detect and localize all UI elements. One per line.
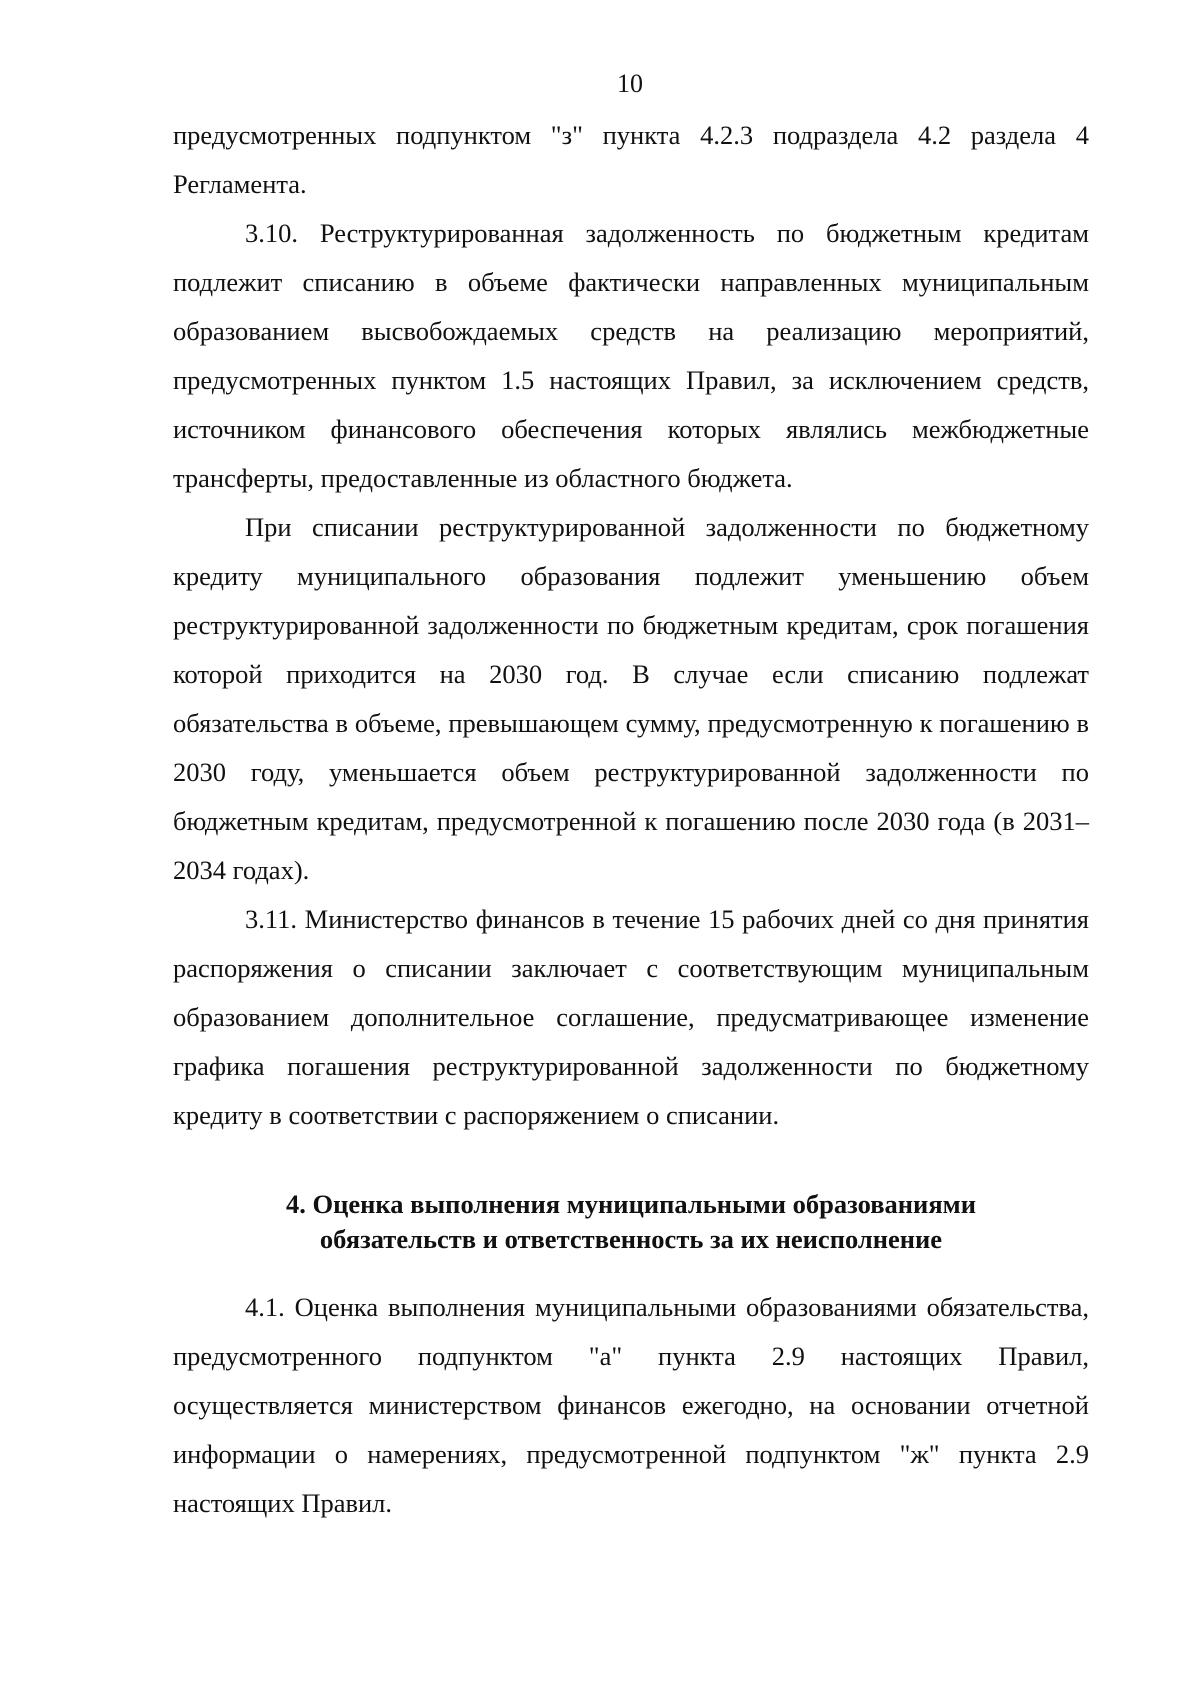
page-number: 10 [617, 69, 643, 98]
paragraph-3-10: 3.10. Реструктурированная задолженность по бюджетным кредитам подлежит списанию в объеме фактически направленных муниципальным образованием высвобождаемых средств на реализацию мероприятий, предусмотренных пунктом 1.5 настоящих Правил, за исключением средств, источником финансового обеспечения которых являлись межбюджетные трансферты, предоставленные из областного бюджета. [173, 218, 1089, 493]
section-4-heading-line-2: обязательств и ответственность за их неисполнение [319, 1224, 943, 1254]
paragraph-continuation: предусмотренных подпунктом "з" пункта 4.2.3 подраздела 4.2 раздела 4 Регламента. [173, 120, 1089, 199]
section-4-heading-line-1: 4. Оценка выполнения муниципальными образованиями [286, 1189, 976, 1219]
paragraph-4-1: 4.1. Оценка выполнения муниципальными образованиями обязательства, предусмотренного подпунктом "а" пункта 2.9 настоящих Правил, осуществляется министерством финансов ежегодно, на основании отчетной информации о намерениях, предусмотренной подпунктом "ж" пункта 2.9 настоящих Правил. [173, 1292, 1089, 1518]
section-4-heading [173, 1187, 1089, 1257]
document-body [173, 111, 1089, 1528]
paragraph-write-off: При списании реструктурированной задолженности по бюджетному кредиту муниципального образования подлежит уменьшению объем реструктурированной задолженности по бюджетным кредитам, срок погашения которой приходится на 2030 год. В случае если списанию подлежат обязательства в объеме, превышающем сумму, предусмотренную к погашению в 2030 году, уменьшается объем реструктурированной задолженности по бюджетным кредитам, предусмотренной к погашению после 2030 года (в 2031–2034 годах). [173, 512, 1089, 885]
paragraph-3-11: 3.11. Министерство финансов в течение 15 рабочих дней со дня принятия распоряжения о списании заключает с соответствующим муниципальным образованием дополнительное соглашение, предусматривающее изменение графика погашения реструктурированной задолженности по бюджетному кредиту в соответствии с распоряжением о списании. [173, 904, 1089, 1130]
